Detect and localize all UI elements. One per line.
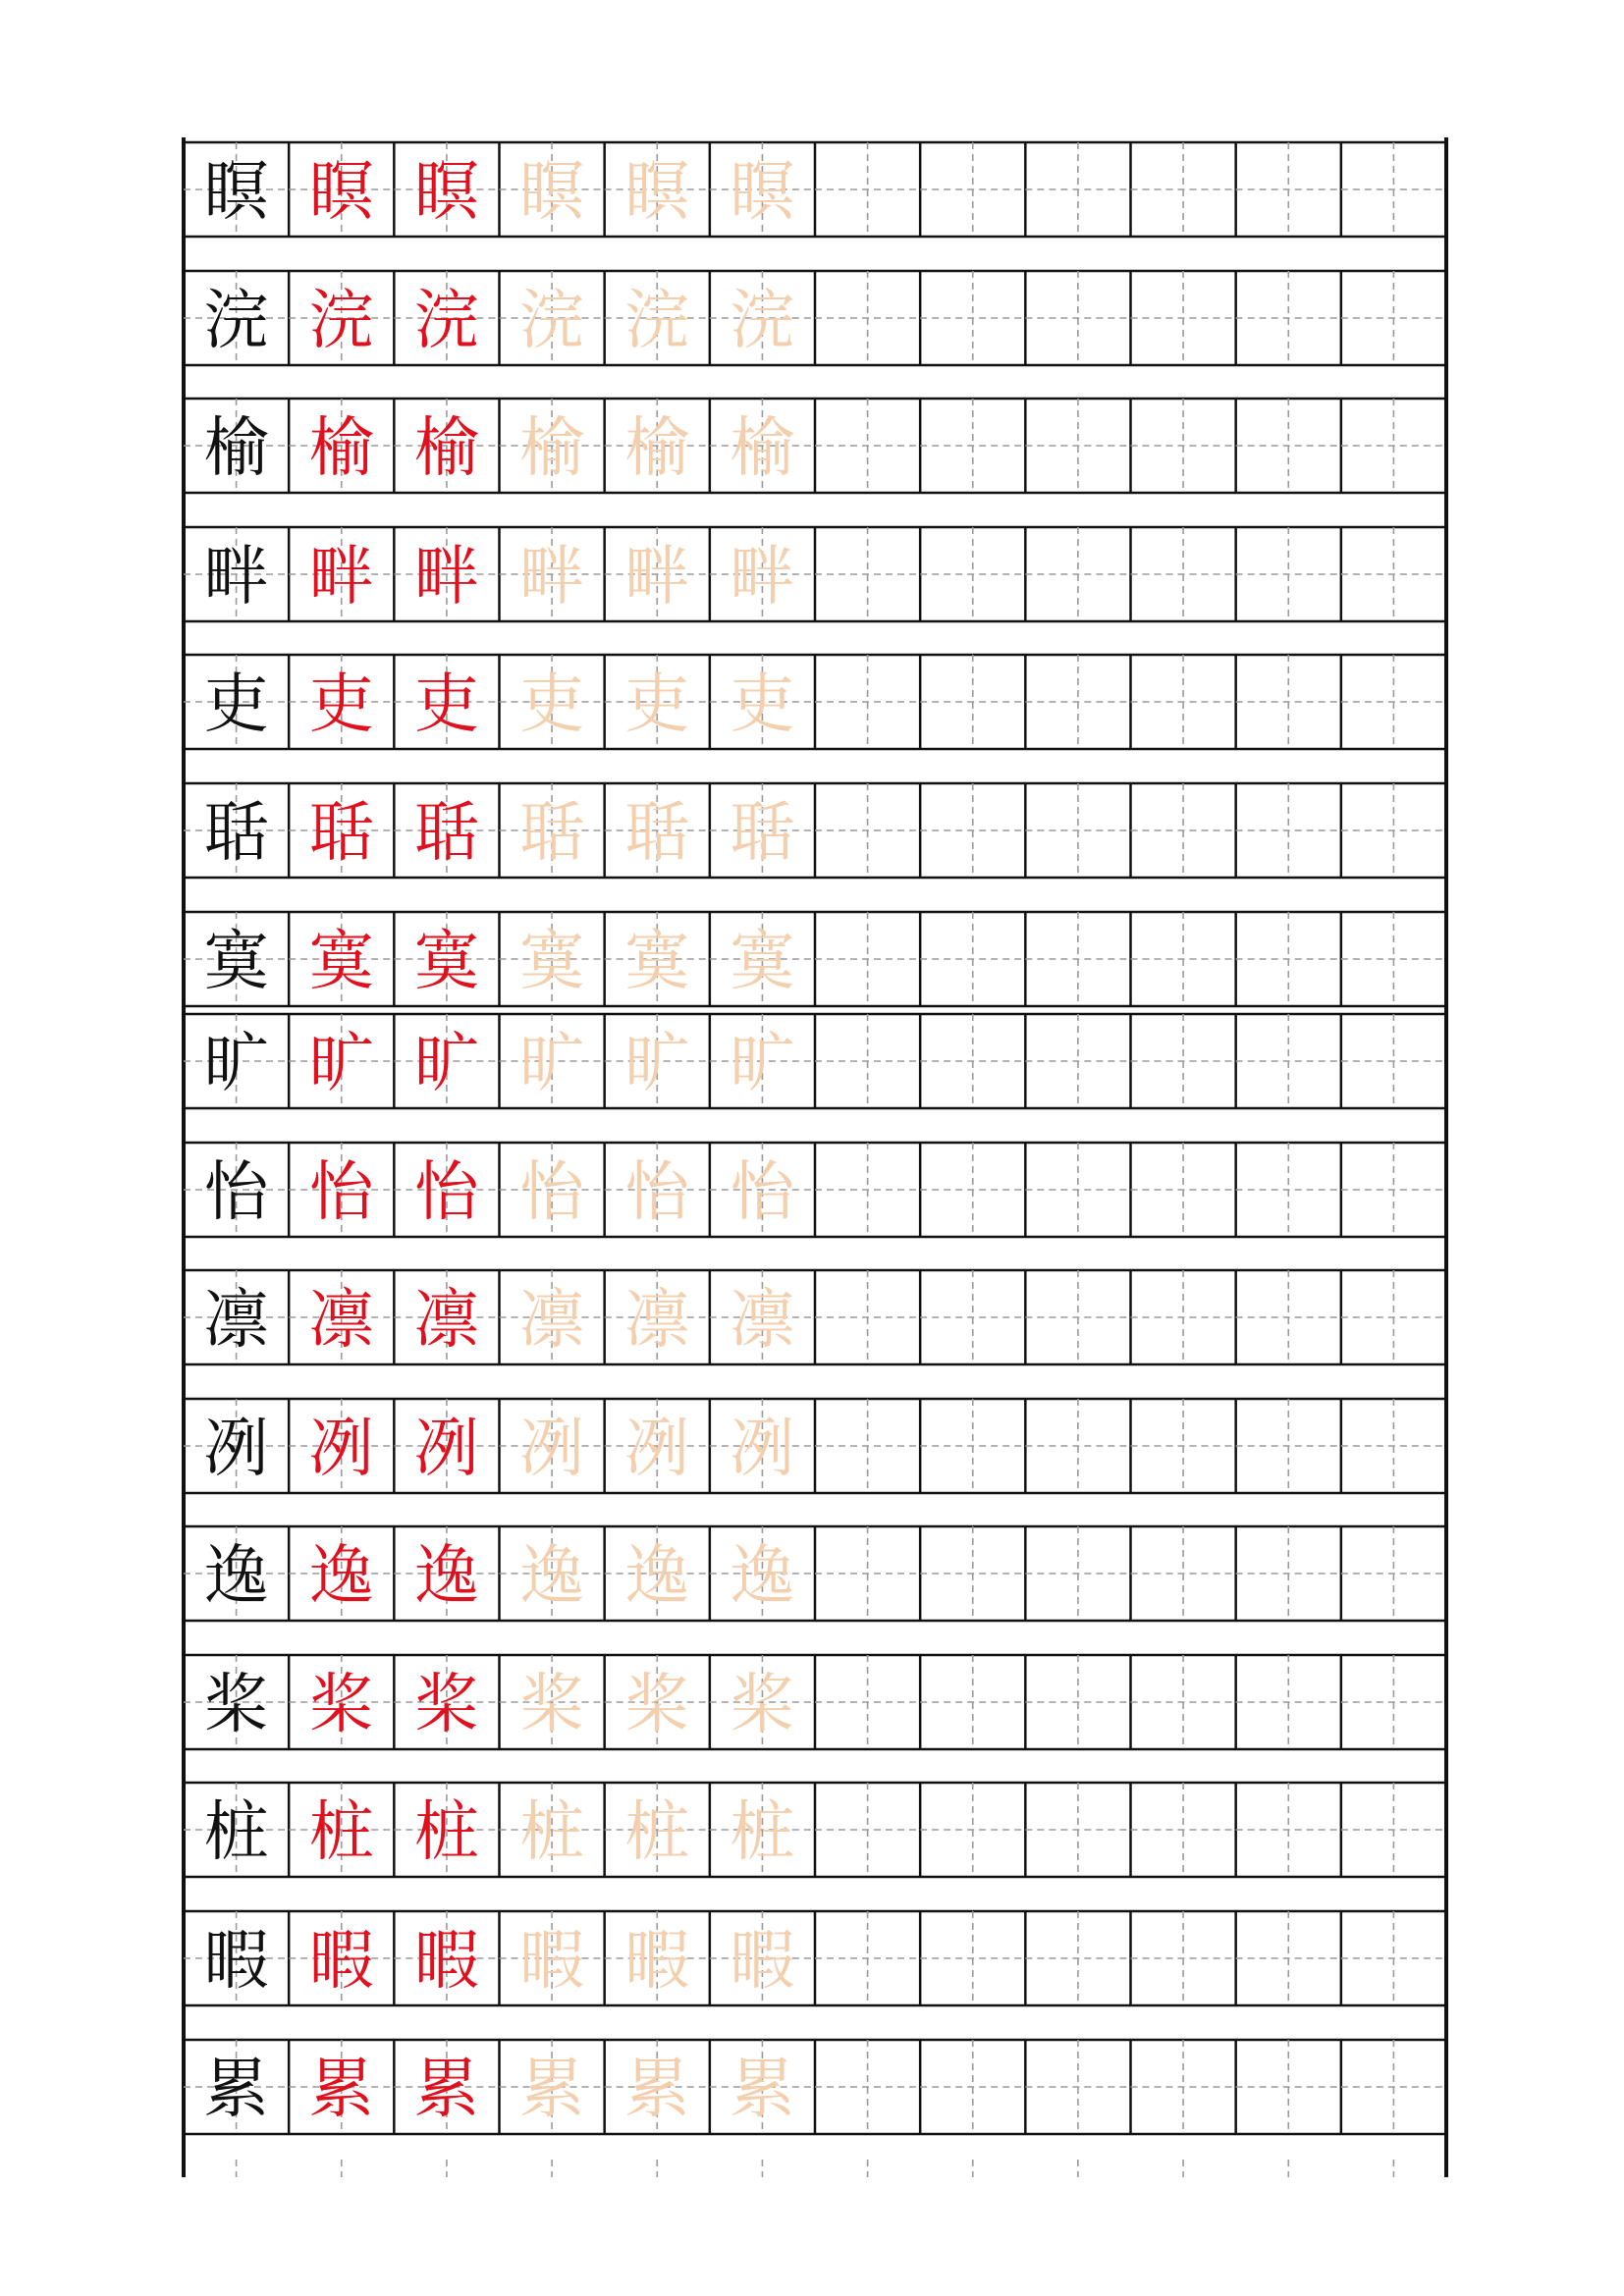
trace-character: 吏 [730, 666, 795, 742]
model-character: 畔 [203, 538, 269, 614]
trace-character: 畔 [519, 538, 585, 614]
trace-character: 吏 [624, 666, 690, 742]
trace-character: 寞 [519, 923, 585, 999]
trace-character: 聒 [519, 794, 585, 871]
model-character: 桨 [203, 1666, 269, 1742]
red-character: 桨 [308, 1666, 374, 1742]
model-character: 吏 [203, 666, 269, 742]
trace-character: 暇 [624, 1922, 690, 1999]
red-character: 旷 [308, 1025, 374, 1101]
red-character: 畔 [413, 538, 479, 614]
red-character: 瞑 [413, 153, 479, 230]
red-character: 旷 [413, 1025, 479, 1101]
red-character: 浣 [413, 282, 479, 358]
trace-character: 桨 [730, 1666, 795, 1742]
red-character: 冽 [413, 1410, 479, 1486]
trace-character: 冽 [730, 1410, 795, 1486]
red-character: 桩 [308, 1793, 374, 1870]
trace-character: 吏 [519, 666, 585, 742]
red-character: 怡 [413, 1153, 479, 1230]
model-character: 凛 [203, 1281, 269, 1358]
trace-character: 桨 [624, 1666, 690, 1742]
red-character: 桩 [413, 1793, 479, 1870]
model-character: 暇 [203, 1922, 269, 1999]
trace-character: 寞 [730, 923, 795, 999]
model-character: 旷 [203, 1025, 269, 1101]
red-character: 聒 [308, 794, 374, 871]
red-character: 累 [308, 2051, 374, 2127]
trace-character: 瞑 [519, 153, 585, 230]
trace-character: 瞑 [730, 153, 795, 230]
trace-character: 桨 [519, 1666, 585, 1742]
trace-character: 桩 [730, 1793, 795, 1870]
red-character: 暇 [413, 1922, 479, 1999]
red-character: 榆 [308, 409, 374, 486]
trace-character: 榆 [519, 409, 585, 486]
model-character: 榆 [203, 409, 269, 486]
red-character: 聒 [413, 794, 479, 871]
trace-character: 畔 [730, 538, 795, 614]
red-character: 吏 [308, 666, 374, 742]
red-character: 凛 [308, 1281, 374, 1358]
trace-character: 累 [730, 2051, 795, 2127]
trace-character: 桩 [624, 1793, 690, 1870]
trace-character: 逸 [519, 1537, 585, 1614]
trace-character: 怡 [519, 1153, 585, 1230]
model-character: 冽 [203, 1410, 269, 1486]
trace-character: 凛 [624, 1281, 690, 1358]
trace-character: 逸 [730, 1537, 795, 1614]
trace-character: 旷 [624, 1025, 690, 1101]
trace-character: 逸 [624, 1537, 690, 1614]
red-character: 逸 [308, 1537, 374, 1614]
red-character: 暇 [308, 1922, 374, 1999]
trace-character: 榆 [730, 409, 795, 486]
red-character: 凛 [413, 1281, 479, 1358]
red-character: 怡 [308, 1153, 374, 1230]
trace-character: 浣 [730, 282, 795, 358]
trace-character: 榆 [624, 409, 690, 486]
trace-character: 怡 [730, 1153, 795, 1230]
trace-character: 聒 [730, 794, 795, 871]
red-character: 寞 [308, 923, 374, 999]
red-character: 冽 [308, 1410, 374, 1486]
model-character: 聒 [203, 794, 269, 871]
red-character: 桨 [413, 1666, 479, 1742]
model-character: 寞 [203, 923, 269, 999]
model-character: 逸 [203, 1537, 269, 1614]
trace-character: 凛 [730, 1281, 795, 1358]
red-character: 吏 [413, 666, 479, 742]
trace-character: 桩 [519, 1793, 585, 1870]
trace-character: 浣 [624, 282, 690, 358]
red-character: 浣 [308, 282, 374, 358]
model-character: 瞑 [203, 153, 269, 230]
trace-character: 怡 [624, 1153, 690, 1230]
trace-character: 累 [624, 2051, 690, 2127]
trace-character: 累 [519, 2051, 585, 2127]
trace-character: 冽 [519, 1410, 585, 1486]
trace-character: 寞 [624, 923, 690, 999]
red-character: 畔 [308, 538, 374, 614]
trace-character: 瞑 [624, 153, 690, 230]
trace-character: 浣 [519, 282, 585, 358]
red-character: 逸 [413, 1537, 479, 1614]
model-character: 浣 [203, 282, 269, 358]
trace-character: 暇 [519, 1922, 585, 1999]
model-character: 桩 [203, 1793, 269, 1870]
model-character: 怡 [203, 1153, 269, 1230]
trace-character: 旷 [730, 1025, 795, 1101]
trace-character: 暇 [730, 1922, 795, 1999]
red-character: 瞑 [308, 153, 374, 230]
trace-character: 凛 [519, 1281, 585, 1358]
red-character: 榆 [413, 409, 479, 486]
trace-character: 冽 [624, 1410, 690, 1486]
trace-character: 聒 [624, 794, 690, 871]
trace-character: 畔 [624, 538, 690, 614]
model-character: 累 [203, 2051, 269, 2127]
red-character: 累 [413, 2051, 479, 2127]
red-character: 寞 [413, 923, 479, 999]
trace-character: 旷 [519, 1025, 585, 1101]
